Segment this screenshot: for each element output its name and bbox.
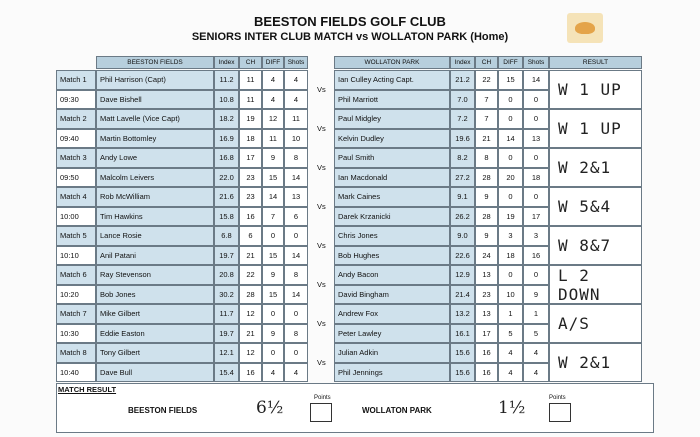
match-number: Match 2 bbox=[56, 109, 96, 129]
wollaton-player: Chris Jones bbox=[334, 226, 450, 246]
beeston-shots: 6 bbox=[284, 207, 308, 227]
beeston-player: Anil Patani bbox=[96, 246, 214, 266]
wollaton-player: Ian Macdonald bbox=[334, 168, 450, 188]
beeston-ch: 23 bbox=[239, 168, 262, 188]
wollaton-index: 13.2 bbox=[450, 304, 475, 324]
wollaton-diff: 0 bbox=[498, 187, 523, 207]
wollaton-shots: 3 bbox=[523, 226, 549, 246]
match-number: Match 4 bbox=[56, 187, 96, 207]
tee-time: 10:10 bbox=[56, 246, 96, 266]
beeston-ch: 19 bbox=[239, 109, 262, 129]
beeston-ch: 17 bbox=[239, 148, 262, 168]
beeston-shots: 4 bbox=[284, 90, 308, 110]
wollaton-player: Mark Caines bbox=[334, 187, 450, 207]
wollaton-diff: 20 bbox=[498, 168, 523, 188]
beeston-player: Andy Lowe bbox=[96, 148, 214, 168]
away-points-box bbox=[549, 403, 571, 422]
match-result-handwritten: L 2 DOWN bbox=[549, 265, 642, 304]
wollaton-diff: 15 bbox=[498, 70, 523, 90]
wollaton-diff: 0 bbox=[498, 109, 523, 129]
wollaton-ch: 16 bbox=[475, 343, 498, 363]
wollaton-diff: 4 bbox=[498, 363, 523, 383]
wollaton-ch: 9 bbox=[475, 226, 498, 246]
wollaton-player: Julian Adkin bbox=[334, 343, 450, 363]
beeston-diff: 9 bbox=[262, 324, 284, 344]
wollaton-shots: 9 bbox=[523, 285, 549, 305]
vs-label: Vs bbox=[317, 84, 326, 94]
wollaton-ch: 13 bbox=[475, 304, 498, 324]
wollaton-shots: 1 bbox=[523, 304, 549, 324]
wollaton-ch: 24 bbox=[475, 246, 498, 266]
wollaton-shots: 5 bbox=[523, 324, 549, 344]
tee-time: 09:40 bbox=[56, 129, 96, 149]
header-left-team: BEESTON FIELDS bbox=[96, 56, 214, 69]
beeston-ch: 6 bbox=[239, 226, 262, 246]
wollaton-shots: 0 bbox=[523, 148, 549, 168]
beeston-index: 10.8 bbox=[214, 90, 239, 110]
wollaton-index: 9.0 bbox=[450, 226, 475, 246]
wollaton-diff: 18 bbox=[498, 246, 523, 266]
wollaton-player: Phil Marriott bbox=[334, 90, 450, 110]
beeston-diff: 15 bbox=[262, 285, 284, 305]
wollaton-diff: 3 bbox=[498, 226, 523, 246]
home-points-box bbox=[310, 403, 332, 422]
beeston-shots: 0 bbox=[284, 343, 308, 363]
vs-label: Vs bbox=[317, 318, 326, 328]
beeston-diff: 7 bbox=[262, 207, 284, 227]
beeston-shots: 14 bbox=[284, 285, 308, 305]
beeston-diff: 0 bbox=[262, 343, 284, 363]
wollaton-diff: 5 bbox=[498, 324, 523, 344]
beeston-diff: 4 bbox=[262, 90, 284, 110]
wollaton-ch: 9 bbox=[475, 187, 498, 207]
wollaton-index: 22.6 bbox=[450, 246, 475, 266]
match-result-handwritten: W 1 UP bbox=[549, 109, 642, 148]
beeston-index: 19.7 bbox=[214, 246, 239, 266]
beeston-player: Phil Harrison (Capt) bbox=[96, 70, 214, 90]
wollaton-index: 15.6 bbox=[450, 343, 475, 363]
beeston-player: Tony Gilbert bbox=[96, 343, 214, 363]
beeston-ch: 21 bbox=[239, 246, 262, 266]
beeston-shots: 13 bbox=[284, 187, 308, 207]
wollaton-player: Andrew Fox bbox=[334, 304, 450, 324]
wollaton-player: Peter Lawley bbox=[334, 324, 450, 344]
beeston-player: Lance Rosie bbox=[96, 226, 214, 246]
tee-time: 10:00 bbox=[56, 207, 96, 227]
beeston-diff: 4 bbox=[262, 363, 284, 383]
home-points-label: Points bbox=[314, 395, 331, 401]
match-result-handwritten: W 1 UP bbox=[549, 70, 642, 109]
vs-label: Vs bbox=[317, 162, 326, 172]
beeston-ch: 11 bbox=[239, 90, 262, 110]
match-result-label: MATCH RESULT bbox=[58, 385, 117, 394]
beeston-index: 21.6 bbox=[214, 187, 239, 207]
wollaton-ch: 22 bbox=[475, 70, 498, 90]
wollaton-ch: 16 bbox=[475, 363, 498, 383]
wollaton-player: Bob Hughes bbox=[334, 246, 450, 266]
beeston-diff: 15 bbox=[262, 246, 284, 266]
beeston-player: Mike Gilbert bbox=[96, 304, 214, 324]
header-diff: DIFF bbox=[262, 56, 284, 69]
club-title: BEESTON FIELDS GOLF CLUB bbox=[254, 14, 446, 29]
wollaton-diff: 0 bbox=[498, 265, 523, 285]
beeston-ch: 21 bbox=[239, 324, 262, 344]
wollaton-shots: 0 bbox=[523, 90, 549, 110]
wollaton-index: 21.4 bbox=[450, 285, 475, 305]
match-number: Match 3 bbox=[56, 148, 96, 168]
wollaton-ch: 17 bbox=[475, 324, 498, 344]
beeston-diff: 4 bbox=[262, 70, 284, 90]
beeston-ch: 18 bbox=[239, 129, 262, 149]
vs-label: Vs bbox=[317, 240, 326, 250]
beeston-player: Bob Jones bbox=[96, 285, 214, 305]
wollaton-player: Andy Bacon bbox=[334, 265, 450, 285]
header-ch-right: CH bbox=[475, 56, 498, 69]
wollaton-shots: 4 bbox=[523, 363, 549, 383]
header-index: Index bbox=[214, 56, 239, 69]
wollaton-shots: 17 bbox=[523, 207, 549, 227]
beeston-index: 6.8 bbox=[214, 226, 239, 246]
beeston-player: Dave Bishell bbox=[96, 90, 214, 110]
wollaton-ch: 21 bbox=[475, 129, 498, 149]
beeston-diff: 15 bbox=[262, 168, 284, 188]
beeston-index: 19.7 bbox=[214, 324, 239, 344]
wollaton-shots: 4 bbox=[523, 343, 549, 363]
match-number: Match 5 bbox=[56, 226, 96, 246]
beeston-index: 12.1 bbox=[214, 343, 239, 363]
wollaton-index: 12.9 bbox=[450, 265, 475, 285]
wollaton-index: 21.2 bbox=[450, 70, 475, 90]
beeston-player: Martin Bottomley bbox=[96, 129, 214, 149]
wollaton-ch: 8 bbox=[475, 148, 498, 168]
beeston-index: 22.0 bbox=[214, 168, 239, 188]
wollaton-shots: 0 bbox=[523, 265, 549, 285]
match-result-handwritten: W 8&7 bbox=[549, 226, 642, 265]
beeston-diff: 12 bbox=[262, 109, 284, 129]
beeston-shots: 0 bbox=[284, 304, 308, 324]
wollaton-ch: 7 bbox=[475, 90, 498, 110]
match-number: Match 7 bbox=[56, 304, 96, 324]
beeston-ch: 16 bbox=[239, 207, 262, 227]
wollaton-diff: 19 bbox=[498, 207, 523, 227]
away-points-label: Points bbox=[549, 395, 566, 401]
beeston-shots: 8 bbox=[284, 148, 308, 168]
wollaton-index: 15.6 bbox=[450, 363, 475, 383]
wollaton-diff: 10 bbox=[498, 285, 523, 305]
wollaton-index: 9.1 bbox=[450, 187, 475, 207]
wollaton-index: 8.2 bbox=[450, 148, 475, 168]
beeston-player: Matt Lavelle (Vice Capt) bbox=[96, 109, 214, 129]
beeston-player: Rob McWilliam bbox=[96, 187, 214, 207]
wollaton-player: Phil Jennings bbox=[334, 363, 450, 383]
wollaton-diff: 0 bbox=[498, 148, 523, 168]
wollaton-index: 26.2 bbox=[450, 207, 475, 227]
beeston-shots: 8 bbox=[284, 324, 308, 344]
beeston-diff: 9 bbox=[262, 148, 284, 168]
beeston-index: 15.8 bbox=[214, 207, 239, 227]
beeston-shots: 4 bbox=[284, 363, 308, 383]
tee-time: 10:30 bbox=[56, 324, 96, 344]
vs-label: Vs bbox=[317, 279, 326, 289]
home-team-name: BEESTON FIELDS bbox=[128, 406, 198, 415]
wollaton-index: 27.2 bbox=[450, 168, 475, 188]
wollaton-ch: 28 bbox=[475, 168, 498, 188]
header-shots-right: Shots bbox=[523, 56, 549, 69]
header-result: RESULT bbox=[549, 56, 642, 69]
match-number: Match 8 bbox=[56, 343, 96, 363]
beeston-shots: 14 bbox=[284, 168, 308, 188]
beeston-ch: 23 bbox=[239, 187, 262, 207]
wollaton-ch: 7 bbox=[475, 109, 498, 129]
wollaton-player: Ian Culley Acting Capt. bbox=[334, 70, 450, 90]
beeston-ch: 11 bbox=[239, 70, 262, 90]
beeston-player: Tim Hawkins bbox=[96, 207, 214, 227]
beeston-index: 15.4 bbox=[214, 363, 239, 383]
header-index-right: Index bbox=[450, 56, 475, 69]
beeston-shots: 10 bbox=[284, 129, 308, 149]
header-ch: CH bbox=[239, 56, 262, 69]
away-score: 1½ bbox=[498, 398, 526, 418]
away-team-name: WOLLATON PARK bbox=[362, 406, 432, 415]
beeston-index: 20.8 bbox=[214, 265, 239, 285]
home-score: 6½ bbox=[256, 398, 284, 418]
wollaton-diff: 4 bbox=[498, 343, 523, 363]
wollaton-shots: 13 bbox=[523, 129, 549, 149]
wollaton-shots: 14 bbox=[523, 70, 549, 90]
wollaton-player: Paul Smith bbox=[334, 148, 450, 168]
beeston-diff: 0 bbox=[262, 304, 284, 324]
beeston-player: Ray Stevenson bbox=[96, 265, 214, 285]
wollaton-index: 7.2 bbox=[450, 109, 475, 129]
beeston-shots: 11 bbox=[284, 109, 308, 129]
beeston-index: 11.2 bbox=[214, 70, 239, 90]
beeston-player: Eddie Easton bbox=[96, 324, 214, 344]
vs-label: Vs bbox=[317, 201, 326, 211]
tee-time: 09:50 bbox=[56, 168, 96, 188]
beeston-player: Malcolm Leivers bbox=[96, 168, 214, 188]
beeston-index: 16.8 bbox=[214, 148, 239, 168]
wollaton-diff: 0 bbox=[498, 90, 523, 110]
tee-time: 09:30 bbox=[56, 90, 96, 110]
wollaton-player: Darek Krzanicki bbox=[334, 207, 450, 227]
wollaton-shots: 0 bbox=[523, 109, 549, 129]
beeston-ch: 16 bbox=[239, 363, 262, 383]
match-number: Match 6 bbox=[56, 265, 96, 285]
match-subtitle: SENIORS INTER CLUB MATCH vs WOLLATON PARK (Home) bbox=[191, 31, 509, 43]
beeston-ch: 12 bbox=[239, 304, 262, 324]
match-result-handwritten: A/S bbox=[549, 304, 642, 343]
match-result-handwritten: W 2&1 bbox=[549, 148, 642, 187]
wollaton-shots: 0 bbox=[523, 187, 549, 207]
beeston-player: Dave Bull bbox=[96, 363, 214, 383]
match-result-handwritten: W 5&4 bbox=[549, 187, 642, 226]
header-diff-right: DIFF bbox=[498, 56, 523, 69]
beeston-shots: 4 bbox=[284, 70, 308, 90]
match-number: Match 1 bbox=[56, 70, 96, 90]
beeston-index: 18.2 bbox=[214, 109, 239, 129]
wollaton-player: Paul Midgley bbox=[334, 109, 450, 129]
beeston-diff: 9 bbox=[262, 265, 284, 285]
vs-label: Vs bbox=[317, 357, 326, 367]
wollaton-ch: 23 bbox=[475, 285, 498, 305]
vs-label: Vs bbox=[317, 123, 326, 133]
beeston-diff: 14 bbox=[262, 187, 284, 207]
club-logo bbox=[567, 13, 603, 43]
beeston-diff: 11 bbox=[262, 129, 284, 149]
tee-time: 10:40 bbox=[56, 363, 96, 383]
wollaton-shots: 16 bbox=[523, 246, 549, 266]
beeston-index: 11.7 bbox=[214, 304, 239, 324]
beeston-index: 16.9 bbox=[214, 129, 239, 149]
beeston-diff: 0 bbox=[262, 226, 284, 246]
wollaton-index: 16.1 bbox=[450, 324, 475, 344]
wollaton-player: David Bingham bbox=[334, 285, 450, 305]
beeston-ch: 22 bbox=[239, 265, 262, 285]
beeston-shots: 0 bbox=[284, 226, 308, 246]
beeston-index: 30.2 bbox=[214, 285, 239, 305]
beeston-ch: 28 bbox=[239, 285, 262, 305]
wollaton-shots: 18 bbox=[523, 168, 549, 188]
wollaton-diff: 14 bbox=[498, 129, 523, 149]
header-right-team: WOLLATON PARK bbox=[334, 56, 450, 69]
wollaton-player: Kelvin Dudley bbox=[334, 129, 450, 149]
wollaton-diff: 1 bbox=[498, 304, 523, 324]
beeston-shots: 8 bbox=[284, 265, 308, 285]
wollaton-ch: 28 bbox=[475, 207, 498, 227]
wollaton-index: 19.6 bbox=[450, 129, 475, 149]
wollaton-index: 7.0 bbox=[450, 90, 475, 110]
beeston-ch: 12 bbox=[239, 343, 262, 363]
tee-time: 10:20 bbox=[56, 285, 96, 305]
beeston-shots: 14 bbox=[284, 246, 308, 266]
match-result-handwritten: W 2&1 bbox=[549, 343, 642, 382]
header-shots: Shots bbox=[284, 56, 308, 69]
wollaton-ch: 13 bbox=[475, 265, 498, 285]
